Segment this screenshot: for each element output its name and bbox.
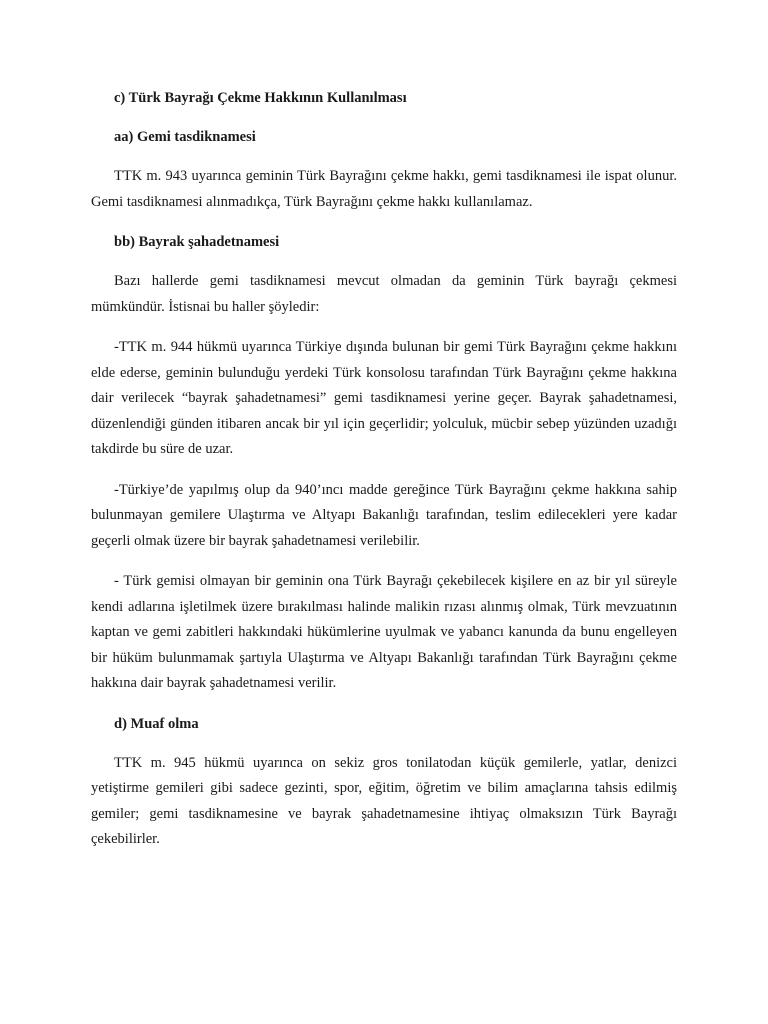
paragraph-bb-item-1: -TTK m. 944 hükmü uyarınca Türkiye dışında bulunan bir gemi Türk Bayrağını çekme hakkını elde ederse, geminin bulunduğu yerdeki Türk konsolosu tarafından Türk Bayrağını çekme hakkına dair verilecek “bayrak şahadetnamesi” gemi tasdiknamesi yerine geçer. Bayrak şahadetnamesi, düzenlendiği günden itibaren ancak bir yıl için geçerlidir; yolculuk, mücbir sebep yüzünden uzadığı takdirde bu süre de uzar. — [91, 339, 677, 457]
paragraph-bb-intro: Bazı hallerde gemi tasdiknamesi mevcut olmadan da geminin Türk bayrağı çekmesi mümkündür. İstisnai bu haller şöyledir: — [91, 273, 677, 315]
paragraph-d: TTK m. 945 hükmü uyarınca on sekiz gros tonilatodan küçük gemilerle, yatlar, denizci yetiştirme gemileri gibi sadece gezinti, spor, eğitim, öğretim ve bilim amaçlarına tahsis edilmiş gemiler; gemi tasdiknamesine ve bayrak şahadetnamesine ihtiyaç olmaksızın Türk Bayrağı çekebilirler. — [91, 754, 677, 847]
section-c-heading: c) Türk Bayrağı Çekme Hakkının Kullanılması — [114, 90, 407, 106]
document-page — [91, 86, 677, 868]
paragraph-bb-item-3: - Türk gemisi olmayan bir geminin ona Türk Bayrağı çekebilecek kişilere en az bir yıl süreyle kendi adlarına işletilmek üzere bırakılması halinde malikin rızası alınmış olmak, Türk mevzuatının kaptan ve gemi zabitleri hakkındaki hükümlerine uyulmak ve yabancı kanunda da bunu engelleyen bir hüküm bulunmamak şartıyla Ulaştırma ve Altyapı Bakanlığı tarafından Türk Bayrağını çekme hakkına dair bayrak şahadetnamesi verilir. — [91, 573, 677, 691]
paragraph-aa: TTK m. 943 uyarınca geminin Türk Bayrağını çekme hakkı, gemi tasdiknamesi ile ispat olunur. Gemi tasdiknamesi alınmadıkça, Türk Bayrağını çekme hakkı kullanılamaz. — [91, 168, 677, 210]
subsection-aa-heading: aa) Gemi tasdiknamesi — [114, 129, 256, 145]
paragraph-bb-item-2: -Türkiye’de yapılmış olup da 940’ıncı madde gereğince Türk Bayrağını çekme hakkına sahip bulunmayan gemilere Ulaştırma ve Altyapı Bakanlığı tarafından, teslim edilecekleri yere kadar geçerli olmak üzere bir bayrak şahadetnamesi verilebilir. — [91, 481, 677, 549]
section-d-heading: d) Muaf olma — [114, 715, 199, 732]
subsection-bb-heading: bb) Bayrak şahadetnamesi — [114, 234, 280, 250]
